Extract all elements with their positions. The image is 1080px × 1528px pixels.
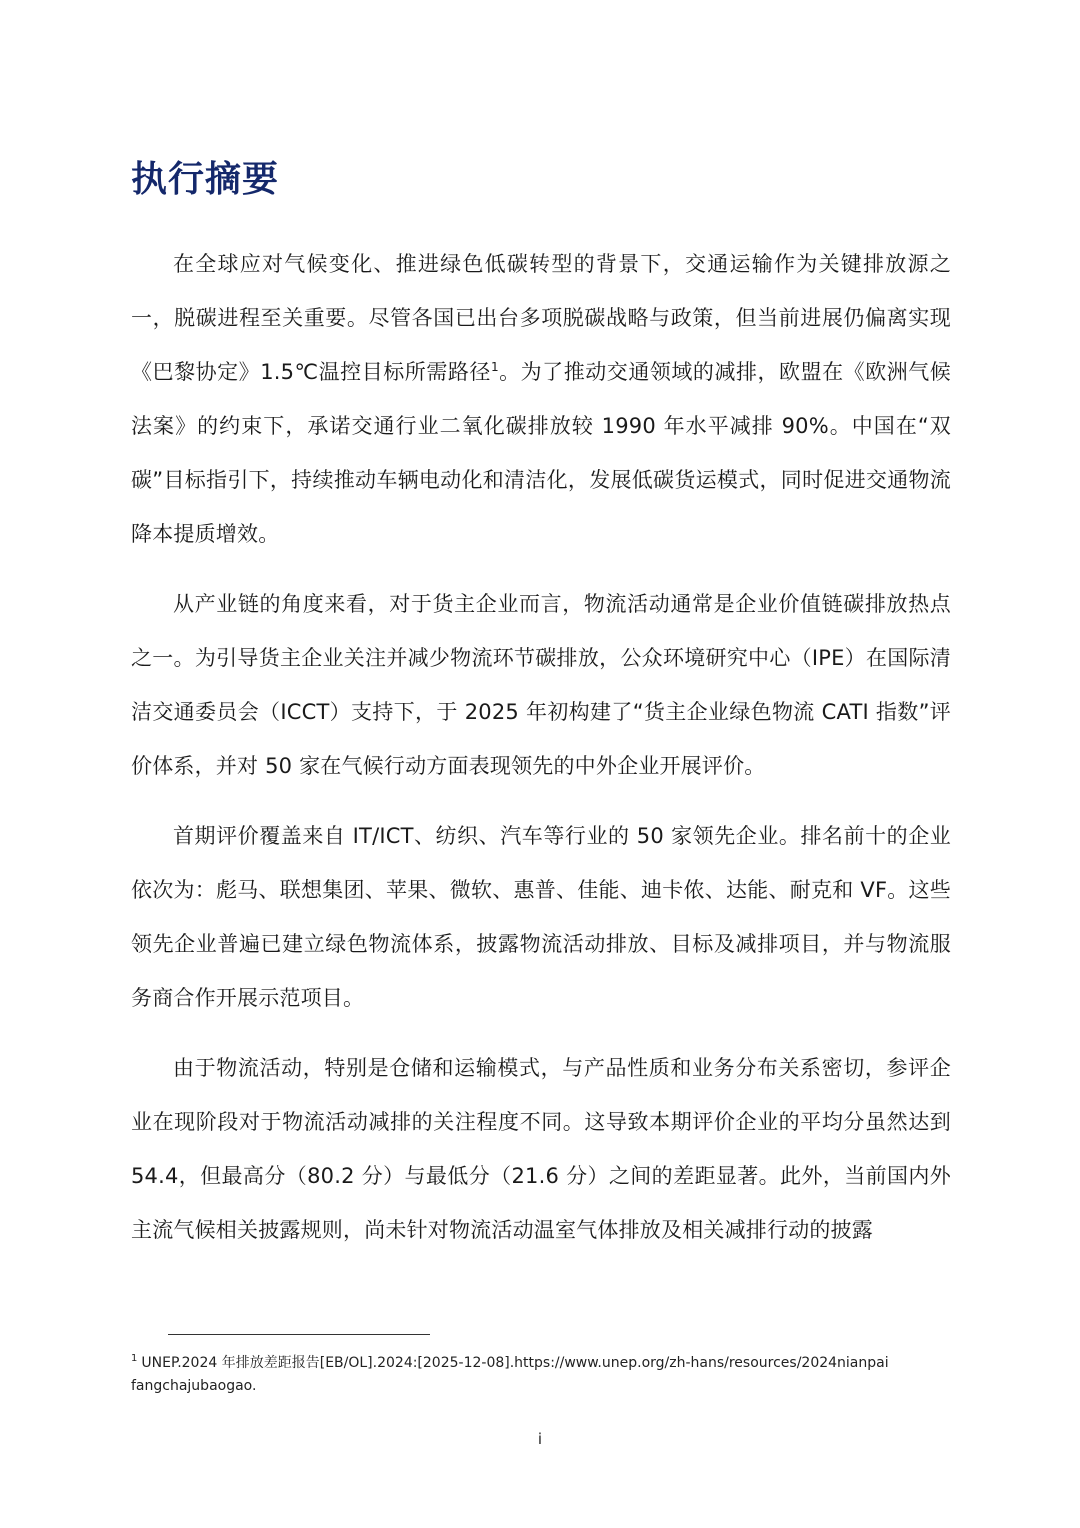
paragraph-4: 由于物流活动，特别是仓储和运输模式，与产品性质和业务分布关系密切，参评企业在现阶段对于物流活动减排的关注程度不同。这导致本期评价企业的平均分虽然达到 54.4，但最高分（80.2 分）与最低分（21.6 分）之间的差距显著。此外，当前国内外主流气候相关披露规则，尚未针对物流活动温室气体排放及相关减排行动的披露 [131, 1056, 951, 1242]
paragraph-1-text: 在全球应对气候变化、推进绿色低碳转型的背景下，交通运输作为关键排放源之一，脱碳进程至关重要。尽管各国已出台多项脱碳战略与政策，但当前进展仍偏离实现《巴黎协定》1.5℃温控目标所需路径 [131, 252, 951, 384]
footnote-text[interactable]: UNEP.2024 年排放差距报告[EB/OL].2024:[2025-12-08].https://www.unep.org/zh-hans/resources/2024nianpaifangchajubaogao. [131, 1355, 889, 1394]
paragraph-3: 首期评价覆盖来自 IT/ICT、纺织、汽车等行业的 50 家领先企业。排名前十的企业依次为：彪马、联想集团、苹果、微软、惠普、佳能、迪卡侬、达能、耐克和 VF。这些领先企业普遍已建立绿色物流体系，披露物流活动排放、目标及减排项目，并与物流服务商合作开展示范项目。 [131, 824, 951, 1010]
footnote-ref-1[interactable]: 1 [490, 360, 499, 374]
paragraph-1 [131, 237, 951, 561]
footnote-marker: 1 [131, 1353, 138, 1365]
paragraph-1-text-cont: 。为了推动交通领域的减排，欧盟在《欧洲气候法案》的约束下，承诺交通行业二氧化碳排放较 1990 年水平减排 90%。中国在“双碳”目标指引下，持续推动车辆电动化和清洁化，发展低碳货运模式，同时促进交通物流降本提质增效。 [131, 360, 951, 546]
footnote-divider [168, 1334, 430, 1335]
page-number: i [537, 1430, 543, 1448]
body-text [131, 237, 951, 1273]
paragraph-2: 从产业链的角度来看，对于货主企业而言，物流活动通常是企业价值链碳排放热点之一。为引导货主企业关注并减少物流环节碳排放，公众环境研究中心（IPE）在国际清洁交通委员会（ICCT）支持下，于 2025 年初构建了“货主企业绿色物流 CATI 指数”评价体系，并对 50 家在气候行动方面表现领先的中外企业开展评价。 [131, 592, 951, 778]
footnote [131, 1352, 891, 1398]
page-title: 执行摘要 [131, 159, 280, 200]
